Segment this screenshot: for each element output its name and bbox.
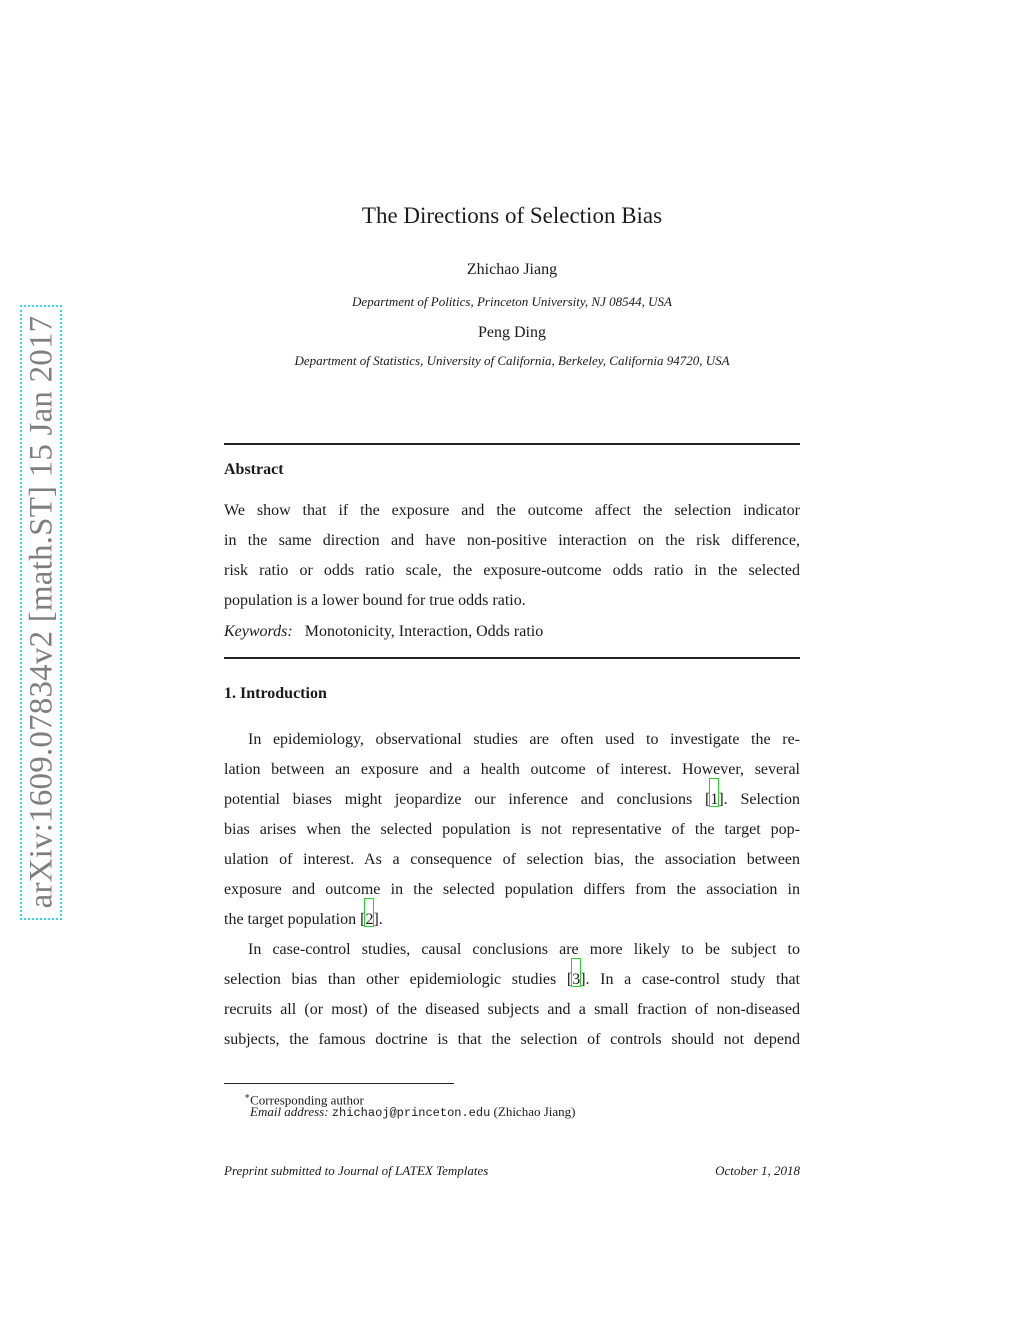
citation-box (571, 958, 581, 987)
keywords (224, 622, 543, 642)
paper-title: The Directions of Selection Bias (361, 203, 663, 228)
author-affiliation: Department of Statistics, University of California, Berkeley, California 94720, USA (294, 353, 730, 368)
citation-link[interactable] (710, 790, 718, 810)
citation-number[interactable]: 3 (572, 971, 581, 988)
line-text: ]. (373, 911, 383, 928)
keywords-label: Keywords: (224, 623, 293, 640)
abstract-line: We show that if the exposure and the outcome affect the selection indicator (224, 502, 800, 519)
section-heading: 1. Introduction (224, 685, 327, 702)
paragraph-line: lation between an exposure and a health outcome of interest. However, several (224, 761, 800, 778)
line-text: ]. In a case-control study that (580, 971, 800, 988)
citation-link[interactable] (365, 910, 373, 930)
line-text: ]. Selection (718, 791, 801, 808)
paragraph-line: In epidemiology, observational studies are often used to investigate the re- (248, 731, 800, 748)
paragraph-line: ulation of interest. As a consequence of selection bias, the association between (224, 851, 800, 868)
citation-link[interactable] (572, 970, 580, 990)
line-text: the target population [ (224, 911, 366, 928)
author-name: Zhichao Jiang (466, 261, 558, 278)
email-label: Email address: (250, 1104, 329, 1119)
citation-box (709, 778, 719, 807)
footnote-rule (224, 1083, 454, 1084)
paragraph-line: exposure and outcome in the selected population differs from the association in (224, 881, 800, 898)
abstract-line: population is a lower bound for true odds ratio. (224, 592, 526, 609)
email-owner: (Zhichao Jiang) (493, 1104, 576, 1119)
citation-box (364, 898, 374, 927)
footer-date: October 1, 2018 (715, 1163, 800, 1178)
paragraph-line: In case-control studies, causal conclusions are more likely to be subject to (248, 941, 800, 958)
paragraph-line: recruits all (or most) of the diseased subjects and a small fraction of non-diseased (224, 1001, 800, 1018)
author-affiliation: Department of Politics, Princeton University, NJ 08544, USA (352, 294, 672, 309)
abstract-bottom-rule (224, 657, 800, 659)
paragraph-line: bias arises when the selected population is not representative of the target pop- (224, 821, 800, 838)
citation-number[interactable]: 2 (365, 911, 374, 928)
footer-preprint-note: Preprint submitted to Journal of LATEX Templates (224, 1163, 489, 1178)
line-text: selection bias than other epidemiologic studies [ (224, 971, 573, 988)
line-text: potential biases might jeopardize our inference and conclusions [ (224, 791, 711, 808)
footnote-marker: ∗ (244, 1091, 251, 1101)
footnote-text: Corresponding author (250, 1092, 364, 1108)
arxiv-stamp[interactable]: arXiv:1609.07834v2 [math.ST] 15 Jan 2017 (23, 315, 60, 909)
abstract-heading: Abstract (224, 461, 284, 478)
email-link[interactable]: zhichaoj@princeton.edu (331, 1106, 491, 1120)
abstract-line: in the same direction and have non-positive interaction on the risk difference, (224, 532, 800, 549)
keywords-list: Monotonicity, Interaction, Odds ratio (304, 623, 544, 640)
abstract-top-rule (224, 443, 800, 445)
footnote-email (250, 1104, 576, 1121)
citation-number[interactable]: 1 (710, 791, 719, 808)
author-name: Peng Ding (478, 324, 546, 341)
abstract-line: risk ratio or odds ratio scale, the exposure-outcome odds ratio in the selected (224, 562, 800, 579)
paragraph-line: subjects, the famous doctrine is that the selection of controls should not depend (224, 1031, 800, 1048)
paragraph-line (224, 910, 800, 930)
paragraph-line (224, 790, 800, 810)
paragraph-line (224, 970, 800, 990)
